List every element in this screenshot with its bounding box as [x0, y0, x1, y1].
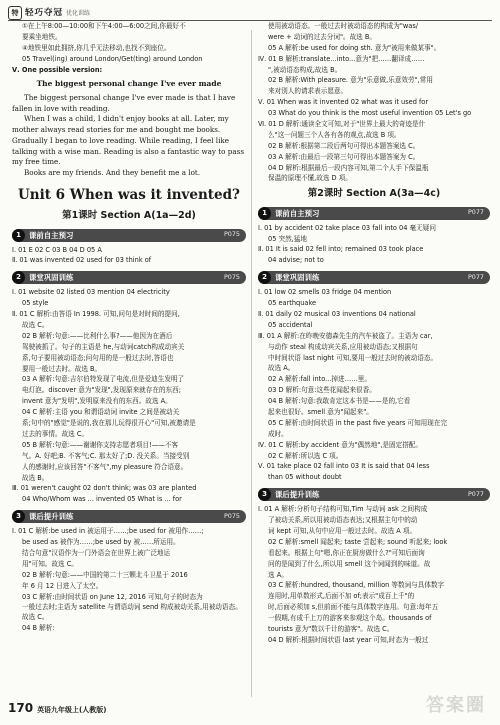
text-line: 05 A 解析:be used for doing sth. 意为"被用来做某事"。 — [268, 43, 441, 52]
section-label: 课前自主预习 — [275, 208, 320, 218]
text-line: 02 C 解析:所以选 C 项。 — [268, 451, 343, 460]
watermark: 答案圈 — [426, 695, 486, 716]
text-line: 系,句子要用被动语态;问句用的是一般过去时,答语也 — [22, 353, 174, 362]
text-line: 时,后面必须加 s,但前面不能与具体数字连用。句意:每年五 — [268, 603, 439, 612]
text-line: 驾驶被抓了。句子的主语是 he,与动词catch构成动宾关 — [22, 342, 185, 351]
essay-title: The biggest personal change I've ever made — [36, 79, 222, 89]
text-line: 05 accidental — [268, 320, 313, 329]
text-line: Ⅰ. 01 C 解析:be used in 被运用于……;be used for 被用作……; — [12, 527, 204, 536]
section-page-ref: P077 — [467, 489, 484, 498]
header-rule — [8, 20, 492, 21]
text-line: Ⅰ. 01 by accident 02 take place 03 fall into 04 毫无疑问 — [258, 223, 436, 232]
left-column — [12, 22, 246, 635]
text-line: 起来也很好。smell 意为"闻起来"。 — [268, 407, 373, 416]
text-line: 一般过去时;主语为 satellite 与谓语动词 send 构成被动关系,用被动语态。故选 C。 — [22, 603, 242, 622]
text-line: 中时间状语 last night 可知,要用一般过去时的被动语态。 — [268, 353, 438, 362]
text-line: 05 B 解析:句意:——谢谢你支持志愿者项目!——不客 — [22, 440, 179, 449]
text-line: 02 C 解析:smell 闻起来; taste 尝起来; sound 听起来; look — [268, 537, 448, 546]
column-divider — [251, 30, 252, 697]
text-line: Ⅰ. 01 E 02 C 03 B 04 D 05 A — [12, 245, 102, 254]
text-line: Ⅵ. 01 D 解析:通读全文可知,对于"世界上最大的奇迹是什 — [258, 120, 426, 129]
text-line: Ⅱ. 01 was invented 02 used for 03 think of — [12, 256, 152, 265]
text-line: 与动作 steal 构成动宾关系,应用被动语态;又根据句 — [268, 342, 418, 351]
text-line: Ⅲ. 01 weren't caught 02 don't think; was 03 are planted — [12, 484, 197, 493]
essay-paragraph: The biggest personal change I've ever made is that I have fallen in love with reading. — [12, 92, 236, 113]
essay-paragraph: Books are my friends. And they benefit me a lot. — [24, 168, 201, 178]
text-line: were + 动词的过去分词"。故选 B。 — [268, 32, 376, 41]
text-line: 使用被动语态。一般过去时被动语态的构成为"was/ — [268, 22, 418, 30]
text-line: 电灯泡。discover 意为"发现",发现原来就存在的东西; — [22, 386, 181, 395]
text-line: 04 D 解析:根据最后一段内容可知,第二个人手下保温瓶 — [268, 163, 429, 172]
text-line: 04 B 解析: — [22, 624, 55, 633]
section-header — [258, 271, 490, 284]
text-line: 一假期,有成千上万的游客来参观这个岛。thousands of — [268, 614, 432, 623]
text-line: 人的感谢时,应该回答"不客气",my pleasure 符合语意。 — [22, 462, 188, 471]
text-line: 来对别人的请求表示愿意。 — [268, 87, 348, 96]
text-line: 02 B 解析:根据第二段后两句可得出本题答案选 C。 — [268, 141, 420, 150]
section-label: 课后提升训练 — [275, 490, 320, 500]
text-line: 02 B 解析:With pleasure. 意为"乐意做,乐意效劳",常用 — [268, 76, 433, 85]
text-line: 要乘坐地铁。 — [22, 32, 62, 41]
section-header — [258, 488, 490, 501]
section-header — [12, 271, 246, 284]
text-line: 02 B 解析:句意:——比利什么事?——他因为在酒后 — [22, 331, 173, 340]
text-line: 03 A 解析:句意:吉尔伯特发现了电流,但是爱迪生发明了 — [22, 375, 185, 384]
text-line: 03 A 解析:由最后一段第三句可得出本题答案为 C。 — [268, 152, 420, 161]
text-line: 05 style — [22, 299, 49, 308]
text-line: 04 C 解析:主语 you 和谓语动词 invite 之间是被动关 — [22, 408, 180, 417]
text-line: 气。A. 好吧;B. 不客气;C. 那太好了;D. 没关系。当接受别 — [22, 451, 190, 460]
text-line: 05 突然,猛地 — [268, 234, 307, 243]
section-number: 1 — [12, 229, 25, 242]
text-line: 03 What do you think is the most useful invention 05 Let's go — [268, 109, 472, 118]
section-header — [258, 207, 490, 220]
text-line: Ⅴ. 01 take place 02 fall into 03 It is said that 04 less — [258, 462, 430, 471]
right-column — [258, 22, 490, 647]
section-number: 1 — [258, 207, 271, 220]
page-number: 170 — [8, 701, 34, 715]
text-line: 03 C 解析:hundred, thousand, million 等数词与具体数字 — [268, 581, 445, 590]
section-label: 课后提升训练 — [29, 512, 74, 522]
essay-paragraph: When I was a child, I didn't enjoy books at all. Later, my mother always read stories for me and bought me books. Gradually I began to love reading. While reading, I feel like talking with a wise man. Reading is also a fantastic way to pass my free time. — [12, 114, 245, 167]
text-line: 04 D 解析:根据时间状语 last year 可知,时态为一般过 — [268, 635, 429, 644]
text-line: 年 6 月 12 日进入了太空。 — [22, 581, 103, 590]
section-page-ref: P075 — [223, 230, 240, 239]
section-page-ref: P075 — [223, 511, 240, 520]
text-line: Ⅱ. 01 It is said 02 fell into; remained 03 took place — [258, 245, 424, 254]
footer-subtitle: 英语九年级上(人教版) — [37, 706, 107, 714]
brand-logo — [8, 6, 90, 20]
section-label: 课堂巩固训练 — [29, 273, 74, 283]
unit-title: Unit 6 When was it invented? — [18, 187, 240, 204]
text-line: 词 kept 可知,从句中应用一般过去时。故选 A 项。 — [268, 526, 417, 535]
section-number: 2 — [12, 271, 25, 284]
section-number: 3 — [12, 510, 25, 523]
text-line: 05 earthquake — [268, 299, 317, 308]
text-line: 05 C 解析:由时间状语 in the past five years 可知用现在完 — [268, 418, 448, 427]
text-line: 04 B 解析:句意:我敢肯定这本书是——是的,它看 — [268, 397, 411, 406]
section-header — [12, 229, 246, 242]
text-line: 了被动关系,所以用被动语态表达;又根据主句中的动 — [268, 516, 418, 525]
text-line: 04 Who/Whom was ... invented 05 What is ... for — [22, 495, 182, 504]
text-line: 04 advise; not to — [268, 256, 324, 265]
text-line: 看起来。根据上句"嗯,你正在厨房做什么?"可知后面询 — [268, 548, 425, 557]
text-line: 故选 B。 — [22, 473, 49, 482]
text-line: 选 A。 — [268, 570, 288, 579]
text-line: Ⅲ. 01 A 解析:在昨晚安德森先生的汽车被盗了。主语为 car, — [258, 331, 433, 340]
text-line: 03 D 解析:句意:这些花闻起来很香。 — [268, 386, 376, 395]
text-line: 用"可知。故选 C。 — [22, 559, 78, 568]
text-line: 02 A 解析:fall into...掉进……里。 — [268, 375, 371, 384]
text-line: 成时。 — [268, 429, 288, 438]
section-label: 课堂巩固训练 — [275, 273, 320, 283]
text-line: Ⅰ. 01 A 解析:分析句子结构可知,Tim 与动词 ask 之间构成 — [258, 505, 428, 514]
text-line: 连用时,用单数形式,后面不加 of;表示"成百上千"的 — [268, 592, 415, 601]
text-line: 系;句中的"感觉"是说的,我在那儿玩得很开心"可知,被邀请是 — [22, 419, 196, 428]
text-line: Ⅴ. 01 When was it invented 02 what was it used for — [258, 98, 429, 107]
text-line: Ⅳ. 01 B 解析:translate...into...意为"把……翻译成…… — [258, 54, 425, 63]
logo-mark-icon: 特 — [8, 6, 22, 20]
text-line: than 05 without doubt — [268, 473, 342, 482]
lesson-title: 第1课时 Section A(1a—2d) — [62, 210, 196, 222]
text-line: Ⅳ. 01 C 解析:by accident 意为"偶然地",是固定搭配。 — [258, 440, 422, 449]
text-line: 要用一般过去时。故选 B。 — [22, 364, 102, 373]
text-line: ④地铁里如此拥挤,你几乎无法移动,也找不到座位。 — [22, 43, 171, 52]
section-page-ref: P075 — [223, 273, 240, 282]
section-page-ref: P077 — [467, 272, 484, 281]
text-line: Ⅴ. One possible version: — [12, 65, 103, 74]
text-line: 问的是闻到了什么,所以用 smell 这个词闻到的味道。故 — [268, 559, 431, 568]
lesson-title: 第2课时 Section A(3a—4c) — [307, 188, 441, 200]
section-number: 3 — [258, 488, 271, 501]
brand-sub: 优化训练 — [66, 9, 91, 17]
text-line: Ⅰ. 01 website 02 listed 03 mention 04 electricity — [12, 288, 170, 297]
section-header — [12, 510, 246, 523]
text-line: Ⅰ. 01 low 02 smells 03 fridge 04 mention — [258, 288, 392, 297]
text-line: ",被动语态构成,故选 B。 — [268, 65, 342, 74]
text-line: tourists 意为"数以千计的游客"。故选 C。 — [268, 625, 394, 633]
text-line: Ⅱ. 01 C 解析:由答语 In 1998. 可知,问句是对时间的提问, — [12, 310, 180, 319]
text-line: 结合句意"汉语作为一门外语会在世界上被广泛地运 — [22, 548, 171, 557]
text-line: 02 B 解析:句意:——中国的第二十三颗北斗卫星于 2016 — [22, 570, 188, 579]
text-line: Ⅱ. 01 daily 02 musical 03 inventions 04 national — [258, 309, 416, 318]
text-line: 么"这一问题三个人各有各的观点,故选 B 项。 — [268, 130, 401, 139]
section-label: 课前自主预习 — [29, 230, 74, 240]
text-line: invent 意为"发明",发明原来没有的东西。故选 A。 — [22, 397, 172, 406]
text-line: ①在上午8:00—10:00和下午4:00—6:00之间,你最好不 — [22, 22, 186, 30]
page-footer — [8, 699, 106, 717]
text-line: 故选 C。 — [22, 321, 49, 330]
text-line: 05 Travel(ing) around London/Get(ting) around London — [22, 54, 203, 63]
text-line: be used as 被作为……;be used by 被……所运用。 — [22, 538, 180, 547]
section-number: 2 — [258, 271, 271, 284]
brand-name: 轻巧夺冠 — [25, 7, 64, 18]
text-line: 故选 A。 — [268, 364, 295, 373]
section-page-ref: P077 — [467, 208, 484, 217]
text-line: 过去的事情。故选 C。 — [22, 429, 89, 438]
text-line: 保温的原理不懂,故选 D 项。 — [268, 174, 352, 183]
text-line: 03 C 解析:由时间状语 on June 12, 2016 可知,句子的时态为 — [22, 592, 203, 601]
